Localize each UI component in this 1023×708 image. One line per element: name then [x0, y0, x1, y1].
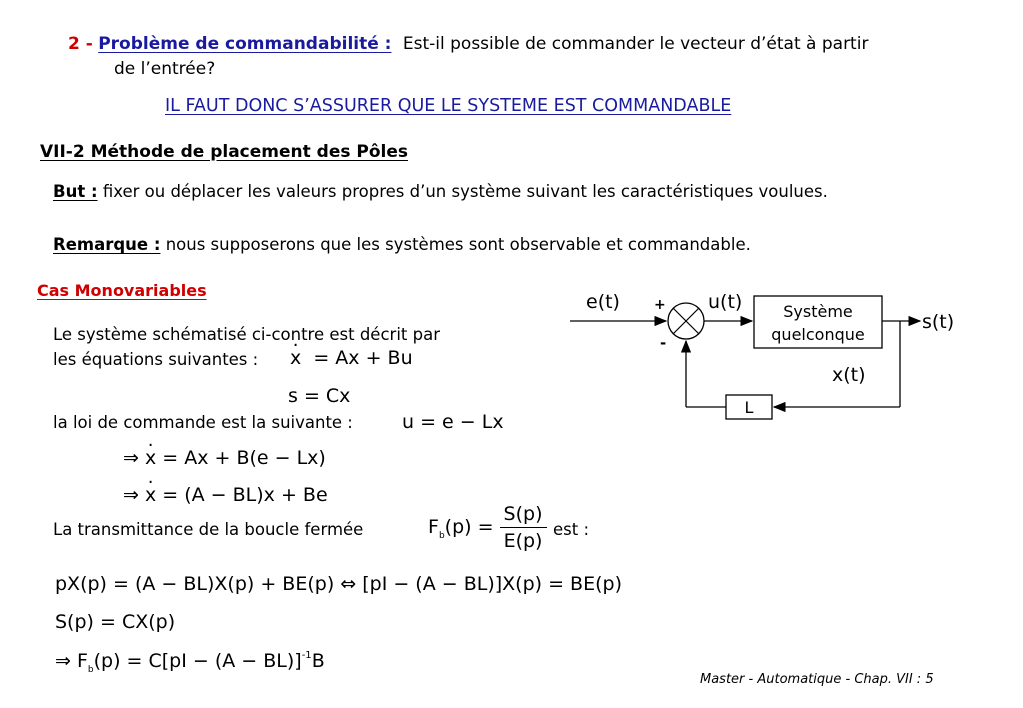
- equation-final: ⇒ $F_b(p) = C[pI - (A - BL)]^{-1}B$: [55, 650, 325, 675]
- transfer-function: $F_b(p)$ = $\frac{S(p)}{E(p)}$: [428, 503, 547, 552]
- system-label-1: Système: [783, 302, 853, 321]
- problem-number: 2 -: [68, 34, 93, 54]
- body-line1: Le système schématisé ci-contre est décrit par: [53, 325, 440, 344]
- problem-question: Est-il possible de commander le vecteur d’état à partir: [402, 34, 869, 54]
- fraction-denominator: E(p): [503, 530, 543, 552]
- remarque-label: Remarque :: [53, 235, 161, 254]
- equation-closed2: ⇒ · x = (A − BL)x + Be: [123, 484, 328, 506]
- equation-state: [290, 347, 413, 369]
- block-diagram: [560, 280, 980, 430]
- xdot-symbol: · x: [290, 347, 301, 369]
- control-label: u(t): [708, 291, 743, 313]
- but-line: [53, 182, 828, 201]
- fraction-numerator: S(p): [500, 503, 547, 528]
- system-label-2: quelconque: [771, 325, 865, 344]
- equation-output: s = Cx: [288, 385, 351, 407]
- problem-question-cont: de l’entrée?: [114, 59, 216, 79]
- equation-laplace: pX(p) = (A − BL)X(p) + BE(p) ⇔ [pI − (A − BL)]X(p) = BE(p): [55, 573, 622, 595]
- remarque-line: [53, 235, 751, 254]
- equation-state-rest: = Ax + Bu: [307, 347, 413, 369]
- problem-heading: [68, 34, 868, 54]
- problem-title: Problème de commandabilité :: [98, 34, 392, 54]
- output-label: s(t): [922, 311, 955, 333]
- loi-text: la loi de commande est la suivante :: [53, 413, 353, 432]
- transfer-fraction: [500, 503, 547, 552]
- section-title: VII-2 Méthode de placement des Pôles: [40, 142, 409, 162]
- state-label: x(t): [832, 364, 866, 386]
- cas-title: Cas Monovariables: [37, 281, 207, 300]
- equation-closed1: ⇒ · x = Ax + B(e − Lx): [123, 447, 326, 469]
- gain-label: L: [744, 398, 754, 417]
- remarque-text: nous supposerons que les systèmes sont observable et commandable.: [165, 235, 751, 254]
- minus-sign: -: [660, 334, 667, 352]
- equation-control: u = e − Lx: [402, 411, 504, 433]
- equation-output-laplace: S(p) = CX(p): [55, 611, 176, 633]
- conclusion-text: IL FAUT DONC S’ASSURER QUE LE SYSTEME EST COMMANDABLE: [165, 96, 732, 116]
- est-text: est :: [553, 520, 590, 539]
- but-label: But :: [53, 182, 98, 201]
- plus-sign: +: [654, 297, 666, 313]
- transmittance-text: La transmittance de la boucle fermée: [53, 520, 364, 539]
- footer-text: Master - Automatique - Chap. VII : 5: [700, 672, 934, 687]
- body-line2: les équations suivantes :: [53, 350, 259, 369]
- input-label: e(t): [586, 291, 620, 313]
- but-text: fixer ou déplacer les valeurs propres d’un système suivant les caractéristiques voulues.: [102, 182, 828, 201]
